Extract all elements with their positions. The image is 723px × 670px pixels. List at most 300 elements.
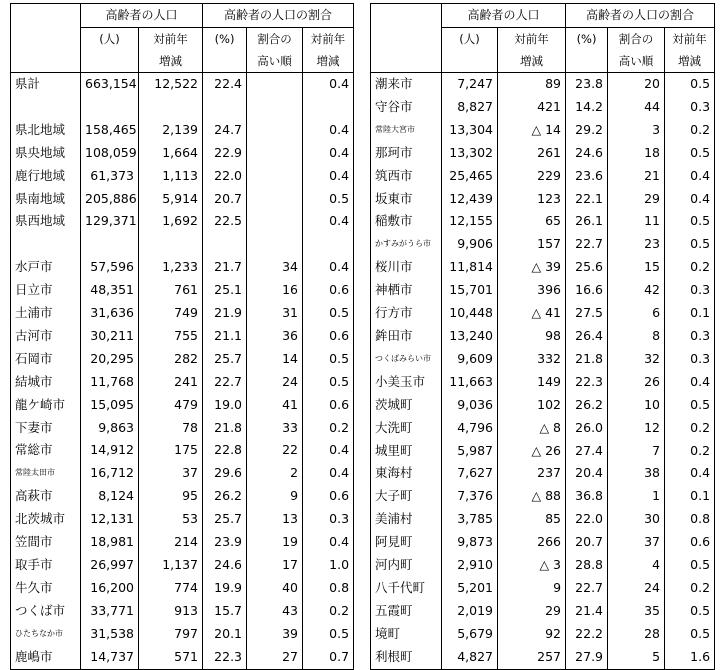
elderly-population: 15,701 bbox=[442, 279, 498, 302]
municipality-name: 鹿嶋市 bbox=[11, 646, 81, 669]
elderly-population: 9,873 bbox=[442, 531, 498, 554]
table-row bbox=[11, 531, 354, 554]
elderly-population: 12,439 bbox=[442, 188, 498, 211]
municipality-name: 大子町 bbox=[371, 485, 442, 508]
elderly-population bbox=[81, 233, 139, 256]
population-change: 241 bbox=[139, 371, 203, 394]
header-ratio-change-l2: 増減 bbox=[665, 50, 715, 73]
elderly-ratio: 21.8 bbox=[566, 348, 608, 371]
population-change: 53 bbox=[139, 508, 203, 531]
ratio-rank: 12 bbox=[608, 417, 665, 440]
elderly-ratio: 19.9 bbox=[203, 577, 247, 600]
ratio-change: 0.4 bbox=[303, 256, 354, 279]
elderly-ratio: 27.9 bbox=[566, 646, 608, 669]
header-group-ratio: 高齢者の人口の割合 bbox=[566, 4, 715, 28]
ratio-rank: 5 bbox=[608, 646, 665, 669]
elderly-population: 5,201 bbox=[442, 577, 498, 600]
ratio-change: 0.5 bbox=[665, 210, 715, 233]
municipality-name: つくばみらい市 bbox=[371, 348, 442, 371]
elderly-population: 12,155 bbox=[442, 210, 498, 233]
population-change bbox=[139, 233, 203, 256]
ratio-change: 0.4 bbox=[303, 119, 354, 142]
municipality-name: つくば市 bbox=[11, 600, 81, 623]
ratio-rank bbox=[247, 119, 303, 142]
header-group-population: 高齢者の人口 bbox=[442, 4, 566, 28]
ratio-rank: 9 bbox=[247, 485, 303, 508]
population-change: 761 bbox=[139, 279, 203, 302]
population-change: 102 bbox=[498, 394, 566, 417]
municipality-name: 行方市 bbox=[371, 302, 442, 325]
ratio-change: 0.4 bbox=[665, 165, 715, 188]
population-change: 479 bbox=[139, 394, 203, 417]
municipality-name: 大洗町 bbox=[371, 417, 442, 440]
population-change: 214 bbox=[139, 531, 203, 554]
table-row bbox=[371, 417, 715, 440]
population-change: 261 bbox=[498, 142, 566, 165]
elderly-ratio: 29.6 bbox=[203, 462, 247, 485]
ratio-rank: 24 bbox=[608, 577, 665, 600]
ratio-rank: 22 bbox=[247, 439, 303, 462]
table-row bbox=[11, 302, 354, 325]
ratio-rank bbox=[247, 233, 303, 256]
population-change: 913 bbox=[139, 600, 203, 623]
municipality-name: 北茨城市 bbox=[11, 508, 81, 531]
population-change: 89 bbox=[498, 73, 566, 96]
elderly-ratio: 22.7 bbox=[566, 233, 608, 256]
population-change: △ 88 bbox=[498, 485, 566, 508]
municipality-name: 土浦市 bbox=[11, 302, 81, 325]
ratio-change: 0.4 bbox=[665, 462, 715, 485]
ratio-change: 0.2 bbox=[665, 440, 715, 463]
table-row bbox=[11, 577, 354, 600]
table-row bbox=[371, 485, 715, 508]
ratio-change bbox=[303, 233, 354, 256]
population-change: 157 bbox=[498, 233, 566, 256]
table-row bbox=[371, 210, 715, 233]
table-row bbox=[11, 210, 354, 233]
elderly-ratio: 22.4 bbox=[203, 73, 247, 96]
municipality-name: 境町 bbox=[371, 623, 442, 646]
municipality-name: 小美玉市 bbox=[371, 371, 442, 394]
ratio-rank: 10 bbox=[608, 394, 665, 417]
elderly-ratio: 22.2 bbox=[566, 623, 608, 646]
municipality-name: 桜川市 bbox=[371, 256, 442, 279]
municipality-name: 常総市 bbox=[11, 439, 81, 462]
elderly-ratio: 20.4 bbox=[566, 462, 608, 485]
elderly-ratio: 23.9 bbox=[203, 531, 247, 554]
ratio-change: 0.6 bbox=[303, 394, 354, 417]
table-row bbox=[11, 394, 354, 417]
table-row bbox=[371, 279, 715, 302]
table-row bbox=[11, 96, 354, 119]
ratio-rank: 13 bbox=[247, 508, 303, 531]
ratio-change: 0.5 bbox=[665, 554, 715, 577]
elderly-population: 10,448 bbox=[442, 302, 498, 325]
ratio-change: 0.5 bbox=[665, 73, 715, 96]
table-row bbox=[11, 188, 354, 211]
table-row bbox=[371, 142, 715, 165]
table-row bbox=[11, 348, 354, 371]
population-change: 12,522 bbox=[139, 73, 203, 96]
elderly-ratio: 21.1 bbox=[203, 325, 247, 348]
ratio-rank: 11 bbox=[608, 210, 665, 233]
municipality-name: 龍ケ崎市 bbox=[11, 394, 81, 417]
population-change: 421 bbox=[498, 96, 566, 119]
elderly-population: 16,712 bbox=[81, 462, 139, 485]
population-change: 571 bbox=[139, 646, 203, 669]
population-change: 78 bbox=[139, 417, 203, 440]
ratio-rank: 21 bbox=[608, 165, 665, 188]
ratio-change: 0.8 bbox=[665, 508, 715, 531]
table-row bbox=[371, 325, 715, 348]
municipality-name bbox=[11, 96, 81, 119]
ratio-rank: 27 bbox=[247, 646, 303, 669]
ratio-rank: 15 bbox=[608, 256, 665, 279]
ratio-rank: 17 bbox=[247, 554, 303, 577]
elderly-ratio: 29.2 bbox=[566, 119, 608, 142]
population-change: △ 41 bbox=[498, 302, 566, 325]
elderly-population: 205,886 bbox=[81, 188, 139, 211]
elderly-ratio: 27.5 bbox=[566, 302, 608, 325]
ratio-change: 0.5 bbox=[303, 371, 354, 394]
municipality-name: 鹿行地域 bbox=[11, 165, 81, 188]
elderly-ratio: 27.4 bbox=[566, 440, 608, 463]
elderly-ratio: 22.3 bbox=[203, 646, 247, 669]
elderly-population: 5,679 bbox=[442, 623, 498, 646]
municipality-name: 高萩市 bbox=[11, 485, 81, 508]
ratio-change: 0.4 bbox=[303, 210, 354, 233]
elderly-population: 33,771 bbox=[81, 600, 139, 623]
elderly-population: 8,827 bbox=[442, 96, 498, 119]
ratio-change: 0.5 bbox=[665, 600, 715, 623]
ratio-change: 0.2 bbox=[303, 600, 354, 623]
elderly-ratio: 22.0 bbox=[203, 165, 247, 188]
header-pop-change-l1: 対前年 bbox=[498, 28, 566, 51]
municipality-name: 牛久市 bbox=[11, 577, 81, 600]
elderly-population: 30,211 bbox=[81, 325, 139, 348]
municipality-name: 下妻市 bbox=[11, 417, 81, 440]
municipality-name: 県北地域 bbox=[11, 119, 81, 142]
table-row bbox=[11, 325, 354, 348]
elderly-ratio: 22.1 bbox=[566, 188, 608, 211]
ratio-rank: 1 bbox=[608, 485, 665, 508]
ratio-rank: 40 bbox=[247, 577, 303, 600]
elderly-ratio bbox=[203, 233, 247, 256]
elderly-population: 4,827 bbox=[442, 646, 498, 669]
municipality-name: 神栖市 bbox=[371, 279, 442, 302]
elderly-ratio: 22.7 bbox=[203, 371, 247, 394]
table-row bbox=[11, 279, 354, 302]
elderly-ratio: 22.9 bbox=[203, 142, 247, 165]
table-row bbox=[11, 485, 354, 508]
ratio-rank: 43 bbox=[247, 600, 303, 623]
table-row bbox=[11, 371, 354, 394]
municipality-name: ひたちなか市 bbox=[11, 623, 81, 646]
population-change bbox=[139, 96, 203, 119]
header-unit-percent: (%) bbox=[203, 28, 247, 51]
header-unit-people: (人) bbox=[81, 28, 139, 51]
ratio-change: 0.2 bbox=[665, 256, 715, 279]
elderly-ratio bbox=[203, 96, 247, 119]
population-change: 1,233 bbox=[139, 256, 203, 279]
ratio-rank: 7 bbox=[608, 440, 665, 463]
elderly-population bbox=[81, 96, 139, 119]
elderly-ratio: 20.1 bbox=[203, 623, 247, 646]
elderly-population: 2,019 bbox=[442, 600, 498, 623]
ratio-rank: 41 bbox=[247, 394, 303, 417]
table-row bbox=[11, 233, 354, 256]
ratio-change: 0.2 bbox=[665, 577, 715, 600]
ratio-change: 0.6 bbox=[665, 531, 715, 554]
municipality-name: 鉾田市 bbox=[371, 325, 442, 348]
ratio-rank: 33 bbox=[247, 417, 303, 440]
elderly-population-table-left bbox=[10, 3, 354, 670]
ratio-rank: 6 bbox=[608, 302, 665, 325]
elderly-population: 11,768 bbox=[81, 371, 139, 394]
ratio-change: 0.4 bbox=[303, 165, 354, 188]
population-change: 396 bbox=[498, 279, 566, 302]
ratio-change: 0.3 bbox=[665, 279, 715, 302]
table-row bbox=[11, 439, 354, 462]
ratio-rank: 42 bbox=[608, 279, 665, 302]
elderly-ratio: 25.1 bbox=[203, 279, 247, 302]
table-row bbox=[371, 96, 715, 119]
elderly-population: 9,609 bbox=[442, 348, 498, 371]
ratio-rank: 38 bbox=[608, 462, 665, 485]
ratio-change: 0.3 bbox=[303, 508, 354, 531]
municipality-name: 茨城町 bbox=[371, 394, 442, 417]
municipality-name: 利根町 bbox=[371, 646, 442, 669]
ratio-rank: 39 bbox=[247, 623, 303, 646]
ratio-rank: 14 bbox=[247, 348, 303, 371]
municipality-name: 結城市 bbox=[11, 371, 81, 394]
header-unit-people: (人) bbox=[442, 28, 498, 51]
population-change: 29 bbox=[498, 600, 566, 623]
header-rank-l1: 割合の bbox=[247, 28, 303, 51]
elderly-population: 15,095 bbox=[81, 394, 139, 417]
elderly-ratio: 20.7 bbox=[203, 188, 247, 211]
header-pop-change-l1: 対前年 bbox=[139, 28, 203, 51]
population-change: 755 bbox=[139, 325, 203, 348]
ratio-rank bbox=[247, 73, 303, 96]
table-row bbox=[11, 554, 354, 577]
elderly-ratio: 24.7 bbox=[203, 119, 247, 142]
ratio-change: 1.0 bbox=[303, 554, 354, 577]
elderly-population: 18,981 bbox=[81, 531, 139, 554]
header-ratio-change-l2: 増減 bbox=[303, 50, 354, 73]
municipality-name: 美浦村 bbox=[371, 508, 442, 531]
municipality-name bbox=[11, 233, 81, 256]
population-change: 1,113 bbox=[139, 165, 203, 188]
elderly-population: 14,912 bbox=[81, 439, 139, 462]
ratio-change: 0.7 bbox=[303, 646, 354, 669]
population-change: 1,137 bbox=[139, 554, 203, 577]
population-change: 266 bbox=[498, 531, 566, 554]
municipality-name: かすみがうら市 bbox=[371, 233, 442, 256]
municipality-name: 東海村 bbox=[371, 462, 442, 485]
elderly-population: 11,814 bbox=[442, 256, 498, 279]
municipality-name: 水戸市 bbox=[11, 256, 81, 279]
ratio-rank: 31 bbox=[247, 302, 303, 325]
elderly-population: 11,663 bbox=[442, 371, 498, 394]
population-change: 98 bbox=[498, 325, 566, 348]
population-change: △ 39 bbox=[498, 256, 566, 279]
elderly-population: 25,465 bbox=[442, 165, 498, 188]
municipality-name: 笠間市 bbox=[11, 531, 81, 554]
municipality-name: 取手市 bbox=[11, 554, 81, 577]
population-change: 1,664 bbox=[139, 142, 203, 165]
ratio-change: 0.4 bbox=[303, 439, 354, 462]
population-change: 95 bbox=[139, 485, 203, 508]
table-row bbox=[371, 188, 715, 211]
ratio-rank: 32 bbox=[608, 348, 665, 371]
header-blank bbox=[11, 4, 81, 28]
elderly-population: 9,906 bbox=[442, 233, 498, 256]
elderly-ratio: 28.8 bbox=[566, 554, 608, 577]
elderly-ratio: 15.7 bbox=[203, 600, 247, 623]
population-change: 2,139 bbox=[139, 119, 203, 142]
elderly-population: 26,997 bbox=[81, 554, 139, 577]
table-row bbox=[11, 73, 354, 96]
ratio-rank: 8 bbox=[608, 325, 665, 348]
ratio-rank: 28 bbox=[608, 623, 665, 646]
ratio-change: 0.4 bbox=[665, 188, 715, 211]
table-body-right bbox=[371, 73, 715, 670]
ratio-change bbox=[303, 96, 354, 119]
table-row bbox=[11, 417, 354, 440]
municipality-name: 五霞町 bbox=[371, 600, 442, 623]
ratio-change: 0.6 bbox=[303, 279, 354, 302]
municipality-name: 河内町 bbox=[371, 554, 442, 577]
elderly-population: 7,376 bbox=[442, 485, 498, 508]
ratio-change: 0.4 bbox=[303, 142, 354, 165]
table-row bbox=[371, 348, 715, 371]
population-change: 797 bbox=[139, 623, 203, 646]
municipality-name: 坂東市 bbox=[371, 188, 442, 211]
ratio-rank: 30 bbox=[608, 508, 665, 531]
municipality-name: 城里町 bbox=[371, 440, 442, 463]
ratio-rank: 35 bbox=[608, 600, 665, 623]
elderly-population: 5,987 bbox=[442, 440, 498, 463]
ratio-rank: 16 bbox=[247, 279, 303, 302]
ratio-rank: 26 bbox=[608, 371, 665, 394]
table-row bbox=[371, 462, 715, 485]
ratio-rank bbox=[247, 142, 303, 165]
table-row bbox=[371, 577, 715, 600]
municipality-name: 那珂市 bbox=[371, 142, 442, 165]
elderly-population: 663,154 bbox=[81, 73, 139, 96]
ratio-change: 0.6 bbox=[303, 325, 354, 348]
population-change: 1,692 bbox=[139, 210, 203, 233]
table-row bbox=[371, 531, 715, 554]
elderly-population: 108,059 bbox=[81, 142, 139, 165]
elderly-population: 20,295 bbox=[81, 348, 139, 371]
population-change: 237 bbox=[498, 462, 566, 485]
header-rank-l2: 高い順 bbox=[608, 50, 665, 73]
table-row bbox=[371, 233, 715, 256]
ratio-change: 0.5 bbox=[303, 623, 354, 646]
elderly-population: 158,465 bbox=[81, 119, 139, 142]
ratio-change: 0.5 bbox=[303, 348, 354, 371]
table-body-left bbox=[11, 73, 354, 670]
population-change: 257 bbox=[498, 646, 566, 669]
ratio-change: 0.5 bbox=[665, 233, 715, 256]
population-change: 92 bbox=[498, 623, 566, 646]
municipality-name: 古河市 bbox=[11, 325, 81, 348]
elderly-population: 129,371 bbox=[81, 210, 139, 233]
ratio-rank: 2 bbox=[247, 462, 303, 485]
table-row bbox=[371, 554, 715, 577]
elderly-ratio: 14.2 bbox=[566, 96, 608, 119]
header-pop-change-l2: 増減 bbox=[498, 50, 566, 73]
population-change: 85 bbox=[498, 508, 566, 531]
elderly-population: 9,036 bbox=[442, 394, 498, 417]
table-row bbox=[371, 73, 715, 96]
elderly-population: 9,863 bbox=[81, 417, 139, 440]
population-change: 123 bbox=[498, 188, 566, 211]
ratio-rank: 18 bbox=[608, 142, 665, 165]
municipality-name: 稲敷市 bbox=[371, 210, 442, 233]
elderly-population: 13,304 bbox=[442, 119, 498, 142]
elderly-ratio: 25.7 bbox=[203, 348, 247, 371]
elderly-population: 48,351 bbox=[81, 279, 139, 302]
table-row bbox=[11, 165, 354, 188]
elderly-population: 7,627 bbox=[442, 462, 498, 485]
ratio-change: 0.4 bbox=[303, 462, 354, 485]
ratio-rank bbox=[247, 188, 303, 211]
elderly-population: 13,302 bbox=[442, 142, 498, 165]
ratio-change: 0.5 bbox=[665, 142, 715, 165]
population-change: 282 bbox=[139, 348, 203, 371]
elderly-population: 7,247 bbox=[442, 73, 498, 96]
table-row bbox=[371, 600, 715, 623]
elderly-population: 12,131 bbox=[81, 508, 139, 531]
ratio-change: 0.2 bbox=[665, 417, 715, 440]
ratio-rank: 3 bbox=[608, 119, 665, 142]
ratio-change: 1.6 bbox=[665, 646, 715, 669]
elderly-ratio: 26.4 bbox=[566, 325, 608, 348]
table-row bbox=[371, 440, 715, 463]
elderly-ratio: 25.7 bbox=[203, 508, 247, 531]
header-ratio-change-l1: 対前年 bbox=[665, 28, 715, 51]
population-change: 774 bbox=[139, 577, 203, 600]
ratio-rank: 24 bbox=[247, 371, 303, 394]
ratio-change: 0.4 bbox=[303, 531, 354, 554]
header-group-ratio: 高齢者の人口の割合 bbox=[203, 4, 354, 28]
elderly-ratio: 26.0 bbox=[566, 417, 608, 440]
elderly-ratio: 22.0 bbox=[566, 508, 608, 531]
elderly-population: 31,636 bbox=[81, 302, 139, 325]
ratio-change: 0.8 bbox=[303, 577, 354, 600]
table-row bbox=[371, 371, 715, 394]
ratio-rank: 34 bbox=[247, 256, 303, 279]
population-change: 175 bbox=[139, 439, 203, 462]
elderly-ratio: 24.6 bbox=[203, 554, 247, 577]
ratio-rank bbox=[247, 210, 303, 233]
municipality-name: 県南地域 bbox=[11, 188, 81, 211]
table-row bbox=[11, 646, 354, 669]
elderly-ratio: 20.7 bbox=[566, 531, 608, 554]
ratio-change: 0.2 bbox=[665, 119, 715, 142]
table-row bbox=[371, 394, 715, 417]
population-change: 332 bbox=[498, 348, 566, 371]
municipality-name: 八千代町 bbox=[371, 577, 442, 600]
population-change: 5,914 bbox=[139, 188, 203, 211]
ratio-change: 0.5 bbox=[665, 623, 715, 646]
ratio-change: 0.3 bbox=[665, 96, 715, 119]
ratio-rank: 4 bbox=[608, 554, 665, 577]
header-ratio-change-l1: 対前年 bbox=[303, 28, 354, 51]
